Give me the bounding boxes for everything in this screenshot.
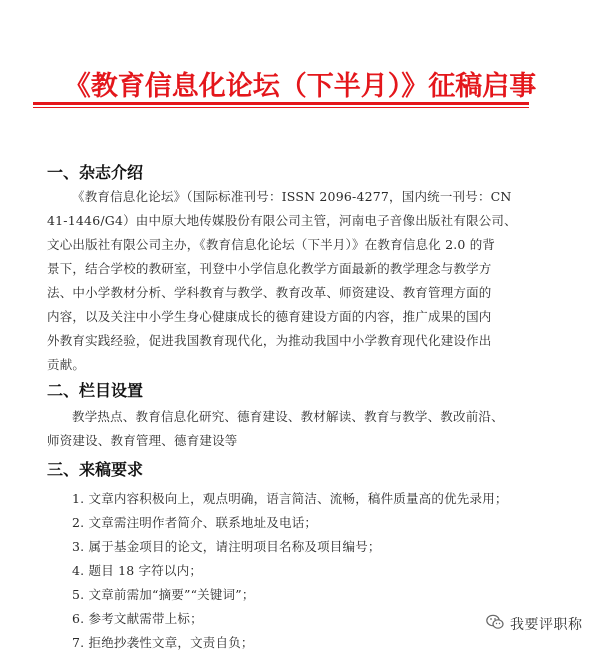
section-heading-requirements: 三、来稿要求 <box>47 460 144 479</box>
section-heading-intro: 一、杂志介绍 <box>47 163 144 182</box>
requirement-item: 2. 文章需注明作者简介、联系地址及电话； <box>72 515 318 530</box>
watermark-text: 我要评职称 <box>510 617 583 633</box>
intro-line: 内容，以及关注中小学生身心健康成长的德育建设方面的内容，推广成果的国内 <box>47 309 492 324</box>
requirement-item: 5. 文章前需加“摘要”“关键词”； <box>72 587 255 602</box>
wechat-icon <box>486 614 504 634</box>
requirement-item: 4. 题目 18 字符以内； <box>72 563 203 578</box>
intro-line: 法、中小学教材分析、学科教育与教学、教育改革、师资建设、教育管理方面的 <box>47 285 492 300</box>
intro-line: 《教育信息化论坛》（国际标准刊号：ISSN 2096-4277，国内统一刊号：CN <box>72 189 512 204</box>
requirement-item: 1. 文章内容积极向上，观点明确，语言简洁、流畅，稿件质量高的优先录用； <box>72 491 508 506</box>
intro-line: 41-1446/G4）由中原大地传媒股份有限公司主管，河南电子音像出版社有限公司、 <box>47 213 517 228</box>
requirement-item: 7. 拒绝抄袭性文章，文责自负； <box>72 635 254 650</box>
intro-line: 外教育实践经验，促进我国教育现代化，为推动我国中小学教育现代化建设作出 <box>47 333 492 348</box>
requirement-item: 6. 参考文献需带上标； <box>72 611 203 626</box>
intro-line: 景下，结合学校的教研室，刊登中小学信息化教学方面最新的教学理念与教学方 <box>47 261 492 276</box>
watermark <box>486 614 583 634</box>
title-underline-thick <box>33 102 529 105</box>
intro-line: 贡献。 <box>47 357 86 372</box>
columns-line: 教学热点、教育信息化研究、德育建设、教材解读、教育与教学、教改前沿、 <box>72 409 504 424</box>
intro-line: 文心出版社有限公司主办，《教育信息化论坛（下半月）》在教育信息化 2.0 的背 <box>47 237 496 252</box>
requirement-item: 3. 属于基金项目的论文，请注明项目名称及项目编号； <box>72 539 381 554</box>
title-underline-thin <box>33 107 529 108</box>
page-title: 《教育信息化论坛（下半月）》征稿启事 <box>63 71 537 102</box>
columns-line: 师资建设、教育管理、德育建设等 <box>47 433 238 448</box>
section-heading-columns: 二、栏目设置 <box>47 381 144 400</box>
